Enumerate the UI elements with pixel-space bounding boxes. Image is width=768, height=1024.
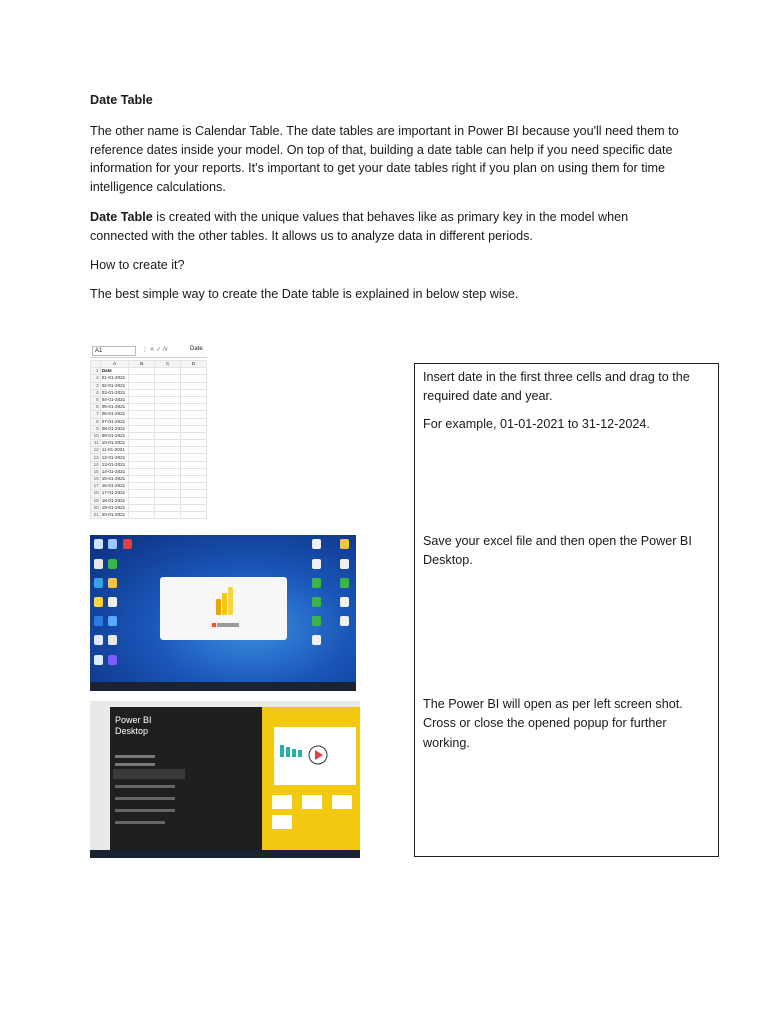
step3-text: The Power BI will open as per left screen shot. Cross or close the opened popup for further working.	[423, 697, 683, 750]
excel-row	[91, 432, 207, 439]
excel-row-number	[91, 361, 101, 368]
desktop-icon	[108, 635, 117, 645]
excel-cell	[155, 468, 181, 475]
excel-cell: Date	[100, 368, 129, 375]
definition-text: is created with the unique values that behaves like as primary key in the model when connected with the other tables. It allows us to analyze data in different periods.	[90, 210, 629, 243]
excel-row	[91, 454, 207, 461]
excel-cell	[155, 368, 181, 375]
excel-cell	[181, 490, 207, 497]
excel-cell	[155, 490, 181, 497]
desktop-icon	[340, 616, 349, 626]
excel-row	[91, 497, 207, 504]
step1-example: For example, 01-01-2021 to 31-12-2024.	[423, 417, 650, 431]
excel-row	[91, 468, 207, 475]
formula-value: Date	[190, 346, 203, 352]
excel-cell	[181, 411, 207, 418]
question-paragraph: How to create it?	[90, 258, 185, 272]
excel-row-number: 6	[91, 404, 101, 411]
excel-cell: 02-01-2021	[100, 382, 129, 389]
excel-cell	[129, 476, 155, 483]
excel-cell: 14-01-2021	[100, 468, 129, 475]
excel-row-number: 17	[91, 483, 101, 490]
excel-cell	[129, 382, 155, 389]
taskbar	[90, 850, 360, 858]
excel-row	[91, 476, 207, 483]
excel-cell	[181, 425, 207, 432]
desktop-screenshot	[90, 535, 356, 691]
excel-row-number: 9	[91, 425, 101, 432]
excel-cell	[181, 418, 207, 425]
taskbar	[90, 682, 356, 691]
excel-row-number: 18	[91, 490, 101, 497]
excel-cell	[129, 483, 155, 490]
welcome-video-thumbnail	[262, 707, 360, 850]
excel-cell	[181, 483, 207, 490]
desktop-icon	[94, 559, 103, 569]
excel-row-number: 12	[91, 447, 101, 454]
excel-cell	[155, 396, 181, 403]
powerbi-welcome-pane	[262, 707, 360, 850]
excel-row-number: 14	[91, 461, 101, 468]
excel-cell	[181, 432, 207, 439]
excel-cell: 04-01-2021	[100, 396, 129, 403]
excel-row-number: 13	[91, 454, 101, 461]
excel-cell	[155, 425, 181, 432]
desktop-icon	[340, 597, 349, 607]
definition-paragraph	[90, 208, 680, 245]
excel-cell	[181, 404, 207, 411]
excel-cell	[129, 497, 155, 504]
excel-cell	[181, 396, 207, 403]
excel-row	[91, 461, 207, 468]
desktop-icon	[108, 616, 117, 626]
step1-text: Insert date in the first three cells and drag to the required date and year.	[423, 370, 690, 404]
excel-cell	[155, 454, 181, 461]
excel-cell	[181, 375, 207, 382]
excel-cell	[129, 447, 155, 454]
excel-cell: 13-01-2021	[100, 461, 129, 468]
excel-cell	[129, 425, 155, 432]
excel-cell	[129, 404, 155, 411]
excel-row-number: 15	[91, 468, 101, 475]
excel-cell: 20-01-2021	[100, 511, 129, 518]
excel-cell	[129, 432, 155, 439]
excel-row-number: 8	[91, 418, 101, 425]
desktop-icon	[340, 539, 349, 549]
desktop-icon	[94, 635, 103, 645]
excel-cell	[129, 375, 155, 382]
excel-cell	[155, 511, 181, 518]
excel-cell	[155, 504, 181, 511]
excel-cell	[155, 440, 181, 447]
excel-row-number: 1	[91, 368, 101, 375]
excel-cell	[181, 389, 207, 396]
excel-cell	[155, 476, 181, 483]
excel-cell: 11-01-2021	[100, 447, 129, 454]
desktop-icon	[94, 578, 103, 588]
instruction-paragraph: The best simple way to create the Date table is explained in below step wise.	[90, 287, 519, 301]
excel-cell	[181, 447, 207, 454]
excel-cell	[181, 468, 207, 475]
excel-column-letter: A	[100, 361, 129, 368]
powerbi-start-screenshot	[90, 701, 360, 858]
excel-cell: 16-01-2021	[100, 483, 129, 490]
powerbi-title: Power BI Desktop	[115, 715, 152, 736]
excel-cell	[129, 461, 155, 468]
excel-cell	[155, 382, 181, 389]
excel-cell: 01-01-2021	[100, 375, 129, 382]
excel-cell: 05-01-2021	[100, 404, 129, 411]
excel-row	[91, 418, 207, 425]
powerbi-start-pane	[110, 707, 262, 850]
excel-cell	[155, 404, 181, 411]
excel-cell	[181, 368, 207, 375]
excel-cell	[181, 440, 207, 447]
desktop-icon	[340, 559, 349, 569]
excel-cell	[155, 497, 181, 504]
excel-row	[91, 396, 207, 403]
excel-cell	[155, 418, 181, 425]
excel-cell	[155, 432, 181, 439]
desktop-icon	[123, 539, 132, 549]
fx-icon: ⋮ ✕ ✓ fx	[142, 347, 168, 353]
excel-cell	[181, 382, 207, 389]
step2-text: Save your excel file and then open the Power BI Desktop.	[423, 534, 692, 568]
excel-row	[91, 425, 207, 432]
excel-row	[91, 375, 207, 382]
excel-cell	[155, 483, 181, 490]
excel-row-number: 4	[91, 389, 101, 396]
desktop-icon	[94, 655, 103, 665]
excel-row-number: 20	[91, 504, 101, 511]
excel-cell	[155, 389, 181, 396]
excel-cell	[129, 411, 155, 418]
excel-cell	[129, 511, 155, 518]
excel-cell	[155, 461, 181, 468]
excel-cell: 10-01-2021	[100, 440, 129, 447]
excel-cell	[181, 461, 207, 468]
desktop-icon	[108, 655, 117, 665]
excel-cell	[129, 368, 155, 375]
excel-row-number: 3	[91, 382, 101, 389]
excel-row	[91, 404, 207, 411]
excel-cell	[181, 454, 207, 461]
excel-cell	[129, 454, 155, 461]
desktop-icon	[108, 539, 117, 549]
desktop-icon	[108, 559, 117, 569]
excel-cell	[129, 504, 155, 511]
excel-row	[91, 447, 207, 454]
excel-cell: 07-01-2021	[100, 418, 129, 425]
excel-row	[91, 483, 207, 490]
excel-cell	[155, 447, 181, 454]
name-box: A1	[92, 346, 136, 356]
excel-cell	[129, 440, 155, 447]
excel-row-number: 7	[91, 411, 101, 418]
excel-row-number: 19	[91, 497, 101, 504]
excel-cell	[181, 497, 207, 504]
intro-paragraph: The other name is Calendar Table. The date tables are important in Power BI because you'll need them to reference dates inside your model. On top of that, building a date table can help if you need specific date information for your reports. It's important to get your date tables right if you plan on using them for time intelligence calculations.	[90, 124, 679, 194]
excel-cell: 03-01-2021	[100, 389, 129, 396]
section-title: Date Table	[90, 93, 153, 107]
desktop-icon	[340, 578, 349, 588]
desktop-icon	[108, 578, 117, 588]
excel-row	[91, 368, 207, 375]
excel-column-header-row	[91, 361, 207, 368]
excel-cell	[129, 389, 155, 396]
excel-grid	[90, 360, 207, 519]
excel-cell: 17-01-2021	[100, 490, 129, 497]
excel-cell: 12-01-2021	[100, 454, 129, 461]
excel-row-number: 5	[91, 396, 101, 403]
excel-screenshot	[90, 344, 207, 529]
excel-cell	[181, 476, 207, 483]
excel-cell	[129, 396, 155, 403]
powerbi-logo-icon	[160, 577, 287, 640]
desktop-icon	[94, 597, 103, 607]
excel-cell	[181, 511, 207, 518]
desktop-icon	[312, 578, 321, 588]
desktop-icon	[312, 559, 321, 569]
desktop-icon	[312, 635, 321, 645]
excel-row	[91, 411, 207, 418]
formula-bar	[90, 344, 207, 358]
excel-row	[91, 504, 207, 511]
desktop-icon	[312, 597, 321, 607]
desktop-icon	[94, 616, 103, 626]
excel-row	[91, 511, 207, 518]
excel-cell	[129, 490, 155, 497]
excel-cell	[181, 504, 207, 511]
excel-cell	[129, 468, 155, 475]
excel-row	[91, 440, 207, 447]
excel-column-letter: D	[181, 361, 207, 368]
excel-cell: 08-01-2021	[100, 425, 129, 432]
excel-row	[91, 382, 207, 389]
desktop-icon	[312, 539, 321, 549]
excel-cell: 06-01-2021	[100, 411, 129, 418]
excel-row-number: 10	[91, 432, 101, 439]
excel-cell	[155, 411, 181, 418]
excel-cell: 19-01-2021	[100, 504, 129, 511]
excel-row-number: 21	[91, 511, 101, 518]
excel-row-number: 16	[91, 476, 101, 483]
excel-row	[91, 490, 207, 497]
excel-cell	[155, 375, 181, 382]
excel-row	[91, 389, 207, 396]
desktop-icon	[94, 539, 103, 549]
desktop-icon	[108, 597, 117, 607]
excel-row-number: 2	[91, 375, 101, 382]
desktop-icon	[312, 616, 321, 626]
excel-cell: 09-01-2021	[100, 432, 129, 439]
steps-box	[414, 363, 719, 857]
excel-column-letter: B	[129, 361, 155, 368]
excel-cell	[129, 418, 155, 425]
definition-term: Date Table	[90, 210, 153, 224]
excel-cell: 18-01-2021	[100, 497, 129, 504]
excel-column-letter: C	[155, 361, 181, 368]
excel-row-number: 11	[91, 440, 101, 447]
excel-cell: 15-01-2021	[100, 476, 129, 483]
powerbi-splash-window	[160, 577, 287, 640]
